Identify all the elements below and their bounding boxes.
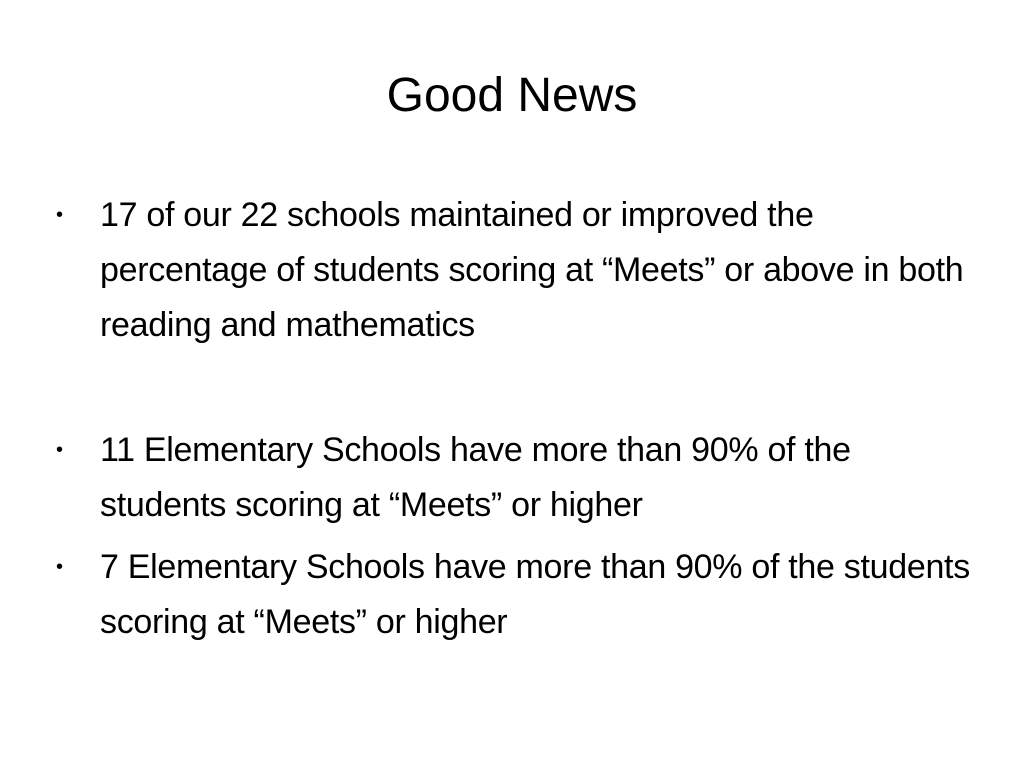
bullet-dot-icon: •	[56, 556, 64, 578]
bullet-text: 17 of our 22 schools maintained or improved the percentage of students scoring at “Meets” or above in both reading and mathematics	[100, 196, 964, 344]
bullet-dot-icon: •	[56, 439, 64, 461]
bullet-text: 11 Elementary Schools have more than 90% of the students scoring at “Meets” or higher	[100, 431, 851, 524]
bullet-dot-icon: •	[56, 204, 64, 226]
bullet-text: 7 Elementary Schools have more than 90% of the students scoring at “Meets” or higher	[100, 548, 970, 641]
slide-title: Good News	[386, 69, 638, 122]
